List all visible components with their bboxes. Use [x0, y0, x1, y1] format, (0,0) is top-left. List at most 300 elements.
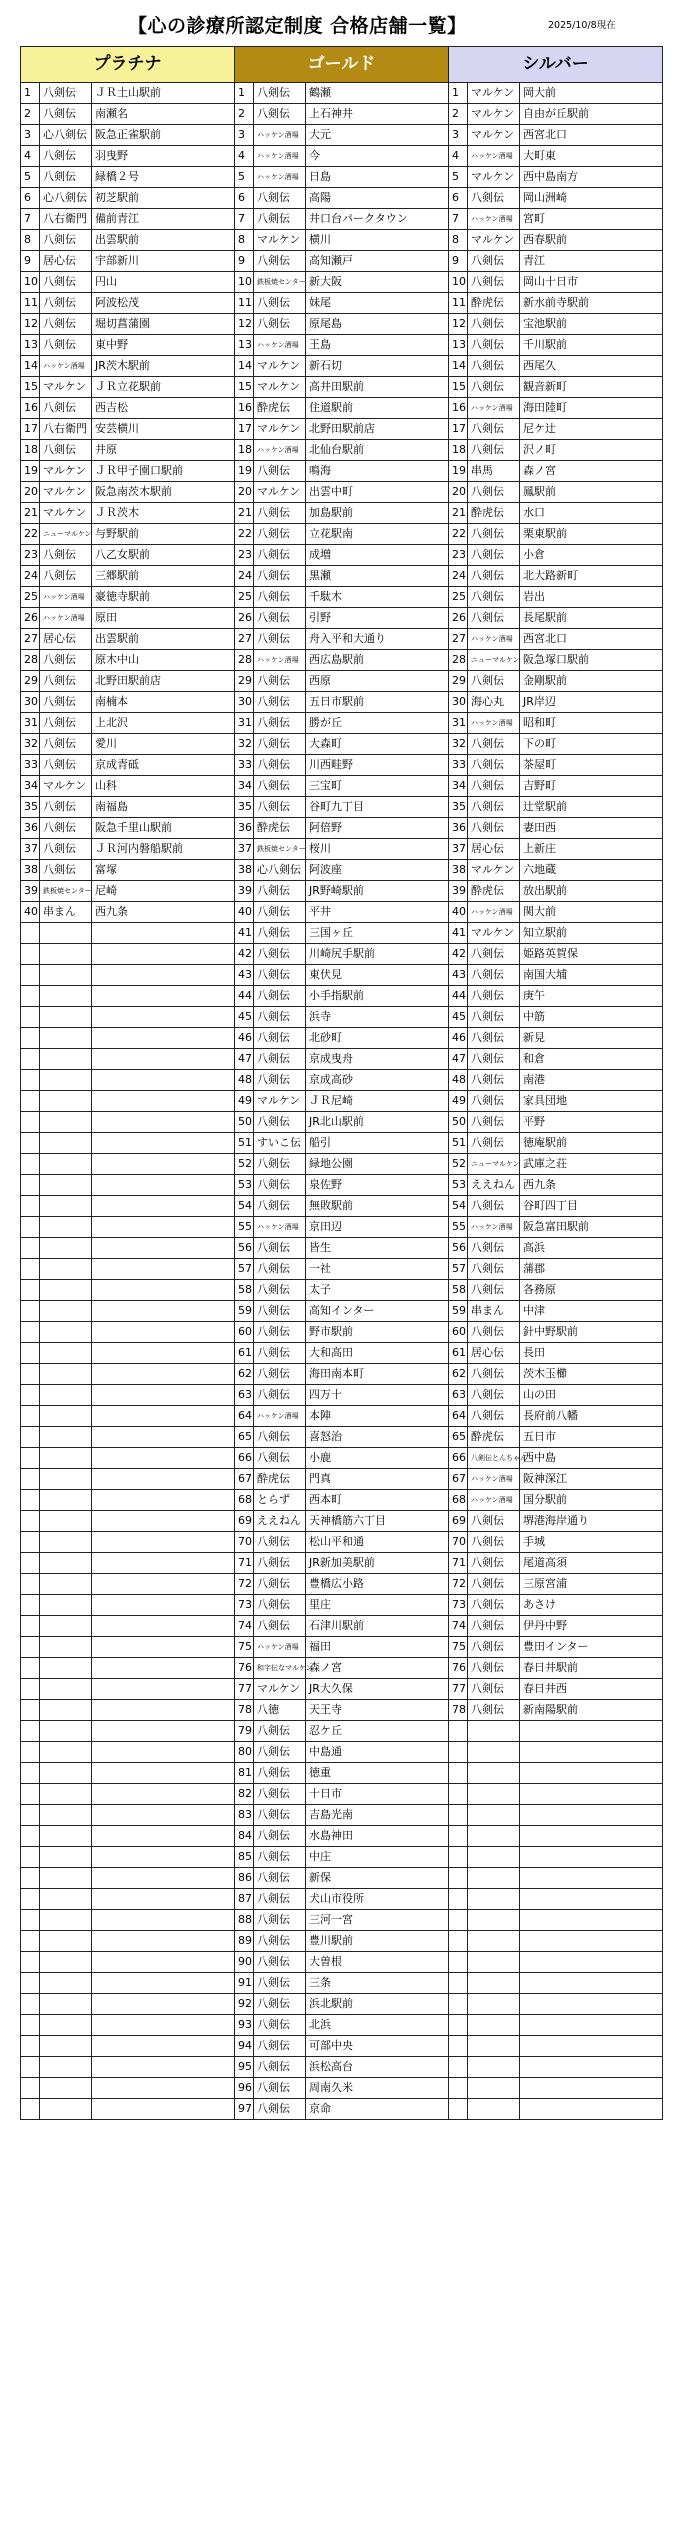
- silver-store-name: 西春駅前: [520, 230, 663, 251]
- platinum-chain-name: [40, 1952, 92, 1973]
- silver-store-name: [520, 1721, 663, 1742]
- platinum-store-number: [21, 1700, 40, 1721]
- gold-store-number: 90: [235, 1952, 254, 1973]
- silver-chain-name: 八剣伝: [468, 1532, 520, 1553]
- silver-chain-name: 八剣伝: [468, 1679, 520, 1700]
- silver-store-name: 国分駅前: [520, 1490, 663, 1511]
- gold-store-number: 44: [235, 986, 254, 1007]
- gold-chain-name: すいこ伝: [254, 1133, 306, 1154]
- table-row: [21, 1070, 663, 1091]
- gold-store-name: 高知インター: [306, 1301, 449, 1322]
- silver-store-number: 8: [449, 230, 468, 251]
- silver-chain-name: 八剣伝: [468, 1070, 520, 1091]
- silver-store-number: 36: [449, 818, 468, 839]
- gold-store-number: 2: [235, 104, 254, 125]
- platinum-store-number: [21, 1133, 40, 1154]
- silver-store-name: 千川駅前: [520, 335, 663, 356]
- silver-store-name: 伊丹中野: [520, 1616, 663, 1637]
- gold-chain-name: 酔虎伝: [254, 398, 306, 419]
- platinum-store-number: [21, 1679, 40, 1700]
- silver-store-number: 29: [449, 671, 468, 692]
- gold-store-name: 大森町: [306, 734, 449, 755]
- platinum-store-name: [92, 1385, 235, 1406]
- table-row: [21, 1427, 663, 1448]
- gold-store-number: 22: [235, 524, 254, 545]
- platinum-store-name: 山科: [92, 776, 235, 797]
- silver-store-number: 5: [449, 167, 468, 188]
- platinum-store-name: 井原: [92, 440, 235, 461]
- gold-store-name: 可部中央: [306, 2036, 449, 2057]
- silver-store-number: 44: [449, 986, 468, 1007]
- silver-store-name: 岡大前: [520, 83, 663, 104]
- header: [0, 0, 682, 46]
- platinum-chain-name: [40, 1637, 92, 1658]
- silver-store-name: 宮町: [520, 209, 663, 230]
- platinum-store-number: 34: [21, 776, 40, 797]
- silver-store-name: 西宮北口: [520, 629, 663, 650]
- silver-store-name: [520, 1952, 663, 1973]
- silver-chain-name: 八剣伝: [468, 1406, 520, 1427]
- silver-store-number: 2: [449, 104, 468, 125]
- platinum-chain-name: 八右衛門: [40, 419, 92, 440]
- gold-chain-name: 八剣伝: [254, 1028, 306, 1049]
- silver-store-number: [449, 1742, 468, 1763]
- platinum-store-number: 3: [21, 125, 40, 146]
- silver-store-name: 阪神深江: [520, 1469, 663, 1490]
- silver-chain-name: 八剣伝: [468, 1007, 520, 1028]
- platinum-store-name: [92, 1259, 235, 1280]
- gold-chain-name: ハッケン酒場: [254, 1406, 306, 1427]
- platinum-store-number: 29: [21, 671, 40, 692]
- platinum-store-number: 14: [21, 356, 40, 377]
- silver-store-number: [449, 1721, 468, 1742]
- table-row: [21, 1595, 663, 1616]
- gold-chain-name: 八剣伝: [254, 545, 306, 566]
- silver-store-number: [449, 1847, 468, 1868]
- gold-store-name: 五日市駅前: [306, 692, 449, 713]
- platinum-store-number: 40: [21, 902, 40, 923]
- gold-chain-name: 八剣伝: [254, 83, 306, 104]
- gold-chain-name: 八剣伝: [254, 1343, 306, 1364]
- platinum-store-number: [21, 1007, 40, 1028]
- silver-store-name: 新水前寺駅前: [520, 293, 663, 314]
- platinum-chain-name: 八剣伝: [40, 440, 92, 461]
- silver-store-name: 尾道高須: [520, 1553, 663, 1574]
- table-row: [21, 2057, 663, 2078]
- table-row: [21, 1889, 663, 1910]
- silver-store-number: 30: [449, 692, 468, 713]
- table-row: [21, 503, 663, 524]
- table-row: [21, 83, 663, 104]
- gold-chain-name: 八剣伝: [254, 755, 306, 776]
- silver-store-name: 関大前: [520, 902, 663, 923]
- gold-store-number: 51: [235, 1133, 254, 1154]
- platinum-store-number: [21, 1532, 40, 1553]
- platinum-chain-name: 八剣伝: [40, 671, 92, 692]
- gold-store-number: 56: [235, 1238, 254, 1259]
- platinum-chain-name: 八剣伝: [40, 272, 92, 293]
- gold-store-name: 日島: [306, 167, 449, 188]
- platinum-store-number: [21, 1448, 40, 1469]
- tier-header-gold: ゴールド: [235, 47, 449, 83]
- platinum-chain-name: 八剣伝: [40, 734, 92, 755]
- silver-store-number: 21: [449, 503, 468, 524]
- platinum-store-name: [92, 1028, 235, 1049]
- silver-chain-name: 八剣伝: [468, 272, 520, 293]
- gold-chain-name: 八剣伝: [254, 671, 306, 692]
- gold-store-name: 周南久米: [306, 2078, 449, 2099]
- silver-chain-name: 八剣伝: [468, 545, 520, 566]
- gold-chain-name: 八剣伝: [254, 2057, 306, 2078]
- gold-store-number: 78: [235, 1700, 254, 1721]
- gold-store-name: 三河一宮: [306, 1910, 449, 1931]
- silver-store-number: [449, 1931, 468, 1952]
- table-row: [21, 692, 663, 713]
- silver-store-name: 金剛駅前: [520, 671, 663, 692]
- silver-store-name: 長尾駅前: [520, 608, 663, 629]
- table-row: [21, 1238, 663, 1259]
- gold-chain-name: 八剣伝: [254, 1910, 306, 1931]
- gold-store-name: 忍ケ丘: [306, 1721, 449, 1742]
- gold-store-number: 11: [235, 293, 254, 314]
- platinum-store-number: [21, 1637, 40, 1658]
- gold-store-number: 1: [235, 83, 254, 104]
- platinum-chain-name: [40, 1322, 92, 1343]
- table-row: [21, 1175, 663, 1196]
- platinum-store-number: [21, 1553, 40, 1574]
- platinum-store-name: [92, 1574, 235, 1595]
- gold-store-number: 28: [235, 650, 254, 671]
- silver-store-number: 56: [449, 1238, 468, 1259]
- silver-chain-name: 海心丸: [468, 692, 520, 713]
- gold-store-number: 8: [235, 230, 254, 251]
- silver-store-number: 20: [449, 482, 468, 503]
- platinum-store-number: [21, 1175, 40, 1196]
- table-row: [21, 1868, 663, 1889]
- platinum-store-name: 羽曳野: [92, 146, 235, 167]
- gold-store-number: 92: [235, 1994, 254, 2015]
- gold-store-number: 73: [235, 1595, 254, 1616]
- gold-store-name: 横川: [306, 230, 449, 251]
- silver-store-name: 南国大埔: [520, 965, 663, 986]
- gold-chain-name: 八剣伝: [254, 1175, 306, 1196]
- table-row: [21, 461, 663, 482]
- table-row: [21, 1385, 663, 1406]
- gold-chain-name: 八剣伝: [254, 1112, 306, 1133]
- gold-store-name: 船引: [306, 1133, 449, 1154]
- silver-chain-name: 八剣伝: [468, 1637, 520, 1658]
- platinum-store-number: [21, 986, 40, 1007]
- silver-chain-name: 八剣伝: [468, 818, 520, 839]
- platinum-store-name: [92, 1532, 235, 1553]
- gold-store-name: 大和高田: [306, 1343, 449, 1364]
- silver-store-number: 24: [449, 566, 468, 587]
- platinum-chain-name: 八剣伝: [40, 545, 92, 566]
- silver-store-name: 針中野駅前: [520, 1322, 663, 1343]
- platinum-store-name: 阪急南茨木駅前: [92, 482, 235, 503]
- silver-chain-name: [468, 2057, 520, 2078]
- platinum-chain-name: [40, 1469, 92, 1490]
- platinum-store-name: [92, 1742, 235, 1763]
- platinum-store-number: [21, 1658, 40, 1679]
- platinum-store-name: [92, 1133, 235, 1154]
- gold-store-name: 川西畦野: [306, 755, 449, 776]
- silver-store-name: あさけ: [520, 1595, 663, 1616]
- gold-store-number: 52: [235, 1154, 254, 1175]
- silver-store-number: 33: [449, 755, 468, 776]
- platinum-store-name: [92, 965, 235, 986]
- platinum-chain-name: [40, 1847, 92, 1868]
- silver-store-name: 六地蔵: [520, 860, 663, 881]
- table-row: [21, 1637, 663, 1658]
- platinum-store-number: 13: [21, 335, 40, 356]
- silver-chain-name: 八剣伝: [468, 734, 520, 755]
- gold-store-name: 犬山市役所: [306, 1889, 449, 1910]
- silver-store-name: 堺港海岸通り: [520, 1511, 663, 1532]
- platinum-store-name: [92, 1490, 235, 1511]
- platinum-chain-name: 鉄板焼センター: [40, 881, 92, 902]
- silver-chain-name: 八剣伝: [468, 1133, 520, 1154]
- silver-chain-name: マルケン: [468, 125, 520, 146]
- gold-chain-name: 八剣伝: [254, 923, 306, 944]
- gold-chain-name: 八剣伝: [254, 2015, 306, 2036]
- gold-chain-name: 八剣伝: [254, 1196, 306, 1217]
- silver-chain-name: 八剣伝: [468, 1385, 520, 1406]
- silver-store-number: 48: [449, 1070, 468, 1091]
- silver-store-name: 手城: [520, 1532, 663, 1553]
- platinum-store-name: [92, 1469, 235, 1490]
- silver-chain-name: 八剣伝: [468, 1259, 520, 1280]
- platinum-chain-name: [40, 1994, 92, 2015]
- silver-chain-name: 八剣伝: [468, 1574, 520, 1595]
- silver-store-number: [449, 1994, 468, 2015]
- gold-chain-name: マルケン: [254, 1679, 306, 1700]
- gold-store-name: 勝が丘: [306, 713, 449, 734]
- silver-store-number: 16: [449, 398, 468, 419]
- gold-store-name: 海田南本町: [306, 1364, 449, 1385]
- gold-chain-name: 八剣伝: [254, 566, 306, 587]
- silver-store-number: [449, 2099, 468, 2120]
- silver-chain-name: [468, 2036, 520, 2057]
- silver-store-name: 妻田西: [520, 818, 663, 839]
- silver-store-number: 15: [449, 377, 468, 398]
- silver-chain-name: 八剣伝: [468, 944, 520, 965]
- platinum-store-name: 南福島: [92, 797, 235, 818]
- platinum-chain-name: マルケン: [40, 482, 92, 503]
- gold-chain-name: 八剣伝: [254, 1847, 306, 1868]
- silver-store-name: 吉野町: [520, 776, 663, 797]
- platinum-store-name: [92, 1553, 235, 1574]
- silver-chain-name: 酔虎伝: [468, 1427, 520, 1448]
- platinum-store-number: [21, 1406, 40, 1427]
- platinum-chain-name: [40, 1931, 92, 1952]
- as-of-date: 2025/10/8現在: [548, 20, 616, 31]
- platinum-store-name: [92, 2099, 235, 2120]
- gold-store-name: 京成高砂: [306, 1070, 449, 1091]
- gold-store-number: 38: [235, 860, 254, 881]
- silver-store-name: 大町東: [520, 146, 663, 167]
- silver-chain-name: 酔虎伝: [468, 881, 520, 902]
- table-row: [21, 1301, 663, 1322]
- silver-chain-name: [468, 1721, 520, 1742]
- gold-store-name: 小鹿: [306, 1448, 449, 1469]
- platinum-chain-name: [40, 1826, 92, 1847]
- platinum-chain-name: [40, 1616, 92, 1637]
- gold-store-name: 浜寺: [306, 1007, 449, 1028]
- silver-store-number: 12: [449, 314, 468, 335]
- gold-chain-name: 八剣伝: [254, 293, 306, 314]
- table-row: [21, 671, 663, 692]
- gold-store-number: 55: [235, 1217, 254, 1238]
- platinum-chain-name: 八剣伝: [40, 650, 92, 671]
- silver-store-number: 42: [449, 944, 468, 965]
- gold-store-name: 天神橋筋六丁目: [306, 1511, 449, 1532]
- table-row: [21, 1826, 663, 1847]
- gold-store-number: 26: [235, 608, 254, 629]
- gold-chain-name: 八剣伝: [254, 1931, 306, 1952]
- gold-store-number: 58: [235, 1280, 254, 1301]
- table-row: [21, 944, 663, 965]
- platinum-store-name: [92, 1301, 235, 1322]
- silver-store-name: 青江: [520, 251, 663, 272]
- table-row: [21, 1721, 663, 1742]
- gold-store-name: 立花駅南: [306, 524, 449, 545]
- platinum-store-name: [92, 1007, 235, 1028]
- gold-store-name: JR野崎駅前: [306, 881, 449, 902]
- platinum-store-name: [92, 1595, 235, 1616]
- table-row: [21, 251, 663, 272]
- table-row: [21, 713, 663, 734]
- gold-store-name: JR北山駅前: [306, 1112, 449, 1133]
- silver-store-number: 59: [449, 1301, 468, 1322]
- platinum-store-number: [21, 1364, 40, 1385]
- platinum-store-number: [21, 1028, 40, 1049]
- table-row: [21, 1931, 663, 1952]
- silver-store-number: 53: [449, 1175, 468, 1196]
- silver-store-number: 25: [449, 587, 468, 608]
- platinum-chain-name: [40, 1973, 92, 1994]
- platinum-chain-name: 心八剣伝: [40, 188, 92, 209]
- gold-store-number: 96: [235, 2078, 254, 2099]
- platinum-chain-name: [40, 1238, 92, 1259]
- silver-chain-name: [468, 2015, 520, 2036]
- gold-store-number: 85: [235, 1847, 254, 1868]
- table-row: [21, 314, 663, 335]
- gold-store-number: 74: [235, 1616, 254, 1637]
- gold-store-number: 80: [235, 1742, 254, 1763]
- platinum-store-number: 9: [21, 251, 40, 272]
- platinum-chain-name: [40, 1490, 92, 1511]
- platinum-store-name: 東中野: [92, 335, 235, 356]
- silver-store-number: 60: [449, 1322, 468, 1343]
- platinum-store-name: [92, 1700, 235, 1721]
- gold-store-name: ＪＲ尼崎: [306, 1091, 449, 1112]
- platinum-store-number: 17: [21, 419, 40, 440]
- gold-chain-name: 八剣伝: [254, 902, 306, 923]
- silver-store-name: 水口: [520, 503, 663, 524]
- platinum-store-number: [21, 2057, 40, 2078]
- silver-store-number: 37: [449, 839, 468, 860]
- silver-store-number: 65: [449, 1427, 468, 1448]
- platinum-chain-name: [40, 1343, 92, 1364]
- silver-store-number: 6: [449, 188, 468, 209]
- platinum-chain-name: [40, 1133, 92, 1154]
- platinum-store-name: 西九条: [92, 902, 235, 923]
- platinum-chain-name: [40, 1721, 92, 1742]
- silver-store-name: JR岸辺: [520, 692, 663, 713]
- silver-store-number: 78: [449, 1700, 468, 1721]
- gold-store-number: 49: [235, 1091, 254, 1112]
- platinum-store-name: 出雲駅前: [92, 230, 235, 251]
- gold-chain-name: 八剣伝: [254, 713, 306, 734]
- gold-chain-name: ハッケン酒場: [254, 167, 306, 188]
- silver-chain-name: [468, 1931, 520, 1952]
- gold-chain-name: 八剣伝: [254, 986, 306, 1007]
- gold-chain-name: 八剣伝: [254, 2078, 306, 2099]
- table-row: [21, 419, 663, 440]
- table-row: [21, 272, 663, 293]
- gold-store-number: 17: [235, 419, 254, 440]
- silver-chain-name: 串馬: [468, 461, 520, 482]
- silver-store-number: 45: [449, 1007, 468, 1028]
- silver-chain-name: 八剣伝: [468, 986, 520, 1007]
- gold-chain-name: 八剣伝: [254, 1973, 306, 1994]
- gold-chain-name: 八剣伝: [254, 692, 306, 713]
- silver-chain-name: 串まん: [468, 1301, 520, 1322]
- gold-store-number: 70: [235, 1532, 254, 1553]
- gold-chain-name: 八剣伝: [254, 608, 306, 629]
- table-row: [21, 524, 663, 545]
- platinum-store-number: [21, 2078, 40, 2099]
- gold-chain-name: 八剣伝: [254, 1007, 306, 1028]
- gold-store-number: 15: [235, 377, 254, 398]
- gold-store-number: 83: [235, 1805, 254, 1826]
- platinum-store-number: [21, 1280, 40, 1301]
- gold-store-number: 6: [235, 188, 254, 209]
- platinum-store-number: [21, 1973, 40, 1994]
- silver-store-name: 中津: [520, 1301, 663, 1322]
- silver-store-name: 高浜: [520, 1238, 663, 1259]
- table-row: [21, 1910, 663, 1931]
- gold-chain-name: 八剣伝: [254, 1238, 306, 1259]
- gold-store-number: 13: [235, 335, 254, 356]
- platinum-store-name: [92, 1763, 235, 1784]
- silver-store-number: 40: [449, 902, 468, 923]
- gold-store-number: 3: [235, 125, 254, 146]
- gold-store-number: 34: [235, 776, 254, 797]
- platinum-store-name: [92, 1931, 235, 1952]
- platinum-chain-name: [40, 2036, 92, 2057]
- silver-store-name: [520, 1784, 663, 1805]
- table-row: [21, 440, 663, 461]
- gold-store-name: 緑地公園: [306, 1154, 449, 1175]
- gold-chain-name: マルケン: [254, 482, 306, 503]
- gold-store-number: 20: [235, 482, 254, 503]
- silver-chain-name: 八剣伝: [468, 671, 520, 692]
- platinum-chain-name: [40, 923, 92, 944]
- platinum-store-name: 出雲駅前: [92, 629, 235, 650]
- gold-store-name: 谷町九丁目: [306, 797, 449, 818]
- platinum-chain-name: [40, 1448, 92, 1469]
- silver-store-number: 54: [449, 1196, 468, 1217]
- platinum-chain-name: [40, 2099, 92, 2120]
- table-row: [21, 1154, 663, 1175]
- gold-store-name: 西本町: [306, 1490, 449, 1511]
- silver-chain-name: ハッケン酒場: [468, 713, 520, 734]
- platinum-chain-name: 八剣伝: [40, 566, 92, 587]
- silver-chain-name: 八剣伝: [468, 335, 520, 356]
- platinum-store-number: [21, 1952, 40, 1973]
